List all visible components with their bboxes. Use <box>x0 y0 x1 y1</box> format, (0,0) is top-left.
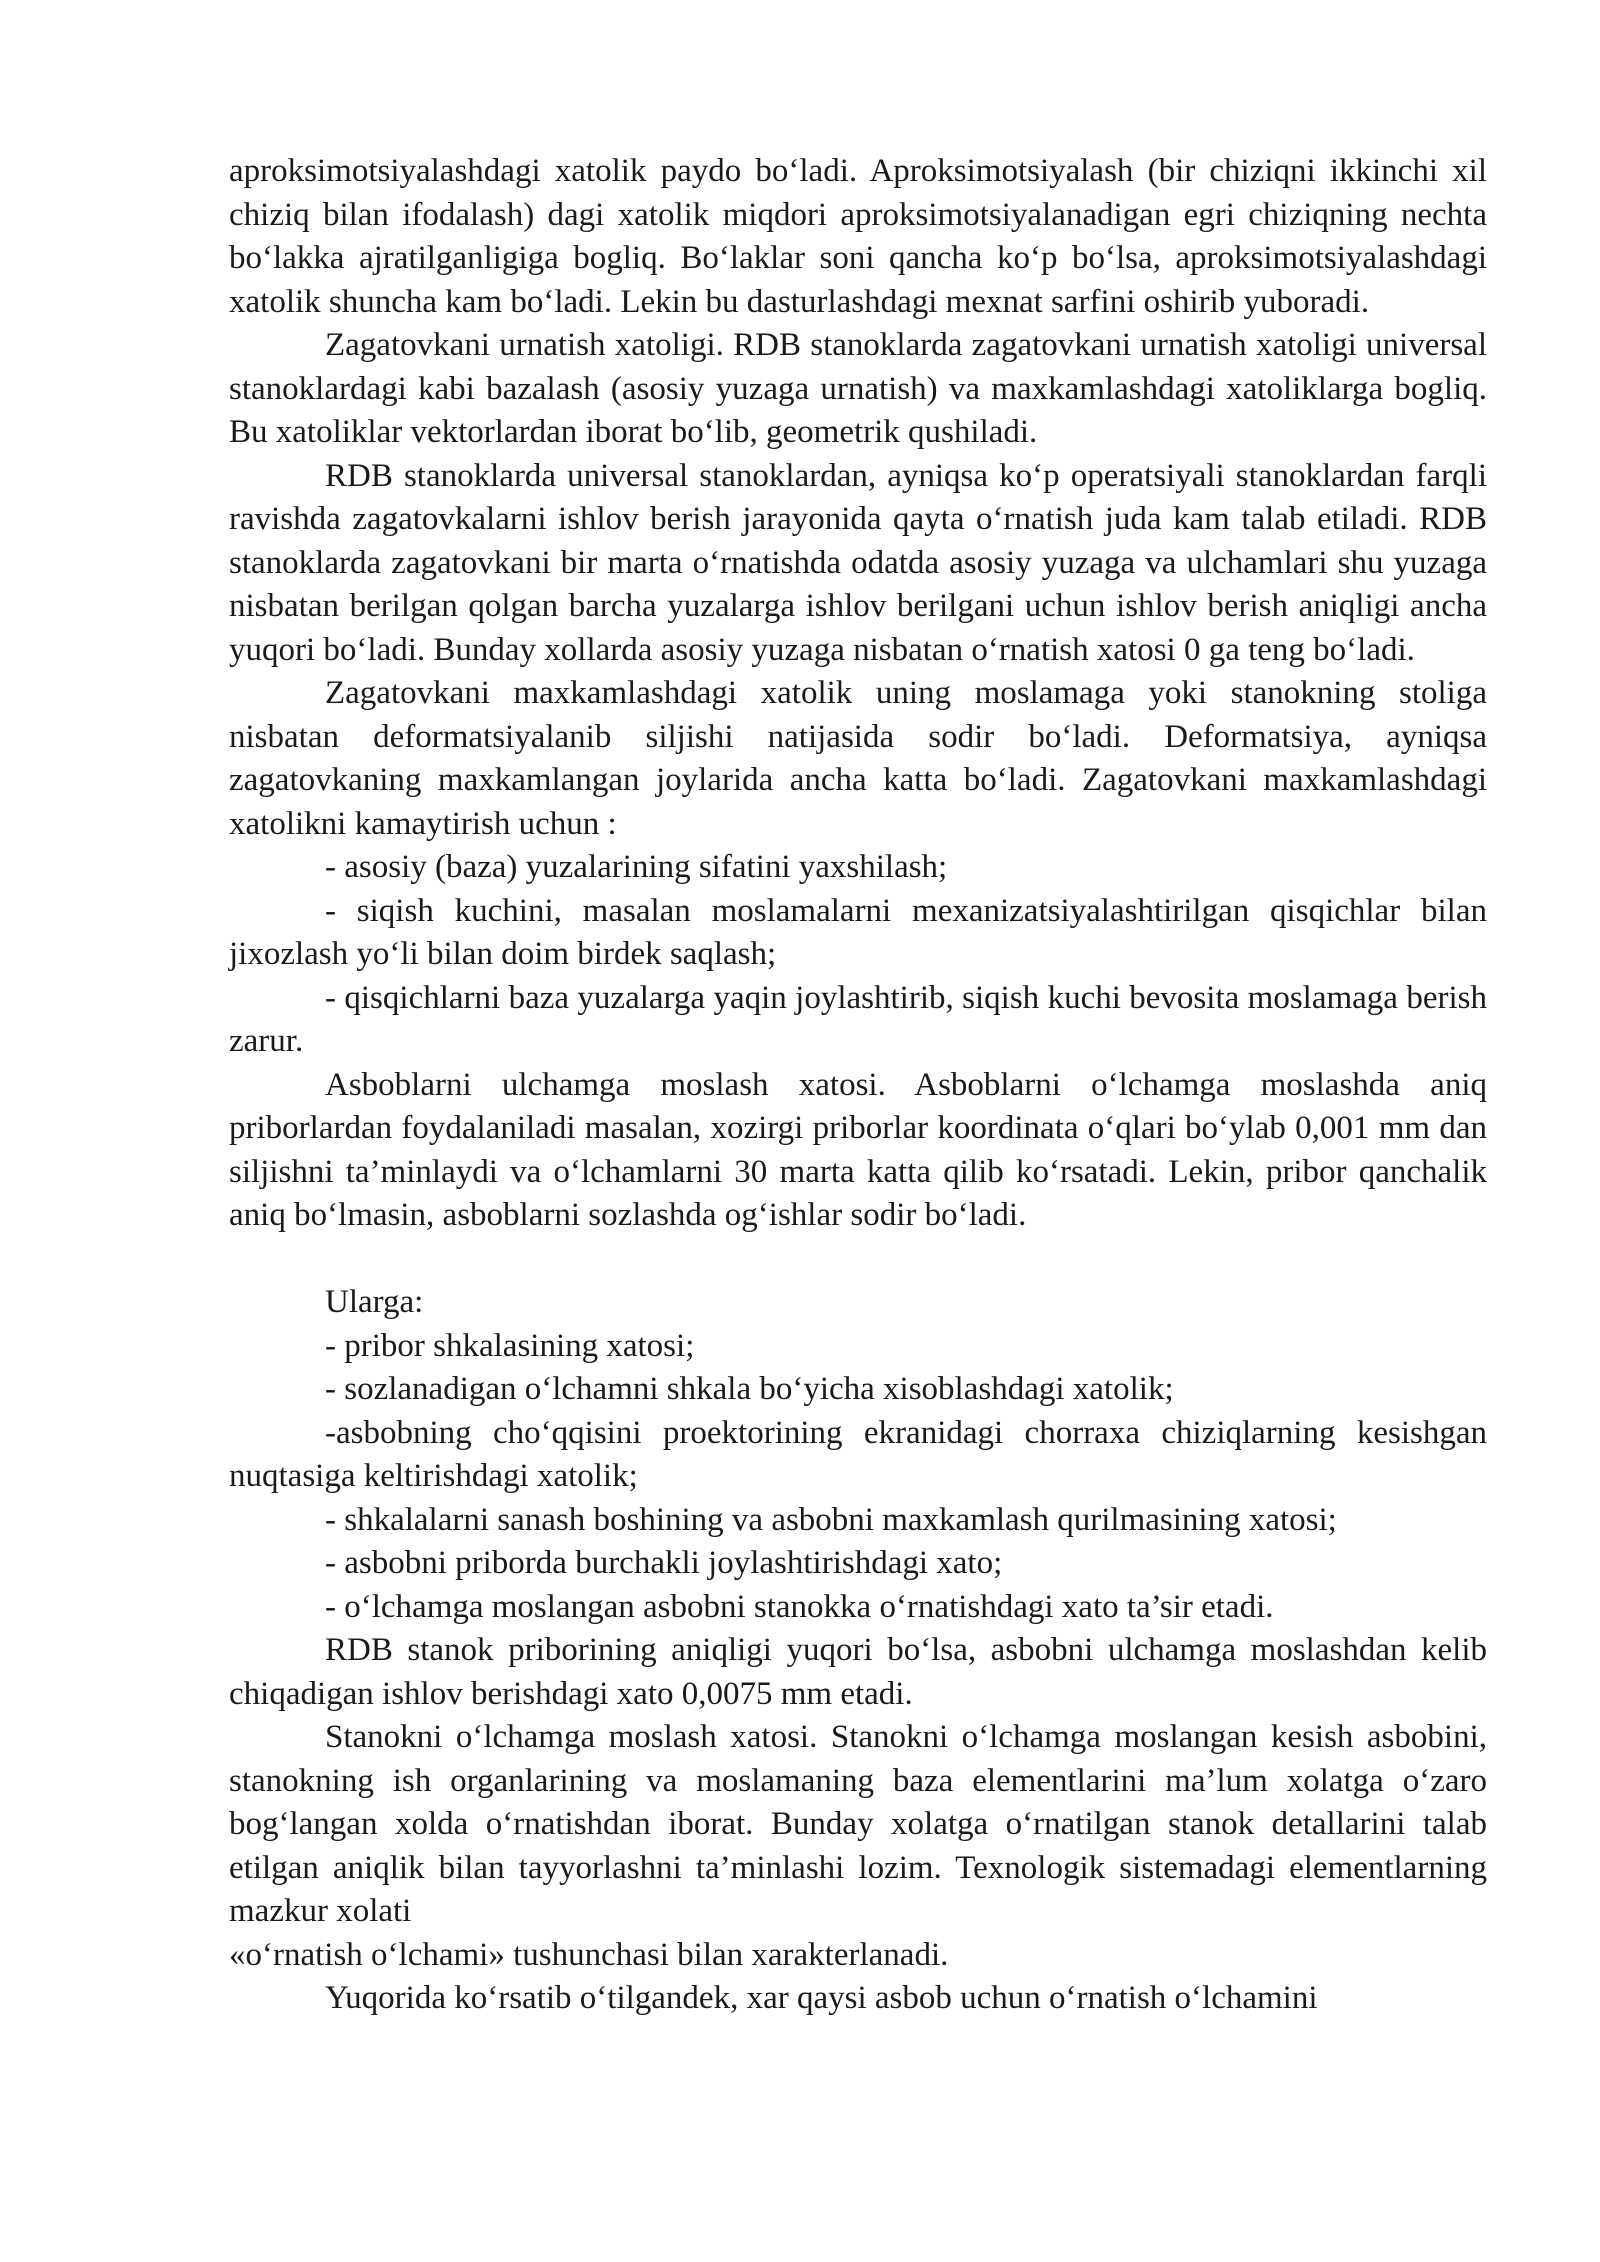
list-item-8: - asbobni priborda burchakli joylashtirishdagi xato; <box>325 1545 1003 1581</box>
paragraph-4: Zagatovkani maxkamlashdagi xatolik uning moslamaga yoki stanokning stoliga nisbatan deformatsiyalanib siljishi natijasida sodir bo‘ladi. Deformatsiya, ayniqsa zagatovkaning maxkamlangan joylarida ancha katta bo‘ladi. Zagatovkani maxkamlashdagi xatolikni kamaytirish uchun : <box>229 675 1487 842</box>
paragraph-6: Ularga: <box>325 1284 424 1320</box>
list-item-4: - pribor shkalasining xatosi; <box>325 1327 695 1364</box>
document-page <box>229 150 1487 2021</box>
paragraph-3: RDB stanoklarda universal stanoklardan, ayniqsa ko‘p operatsiyali stanoklardan farqli ravishda zagatovkalarni ishlov berish jarayonida qayta o‘rnatish juda kam talab etiladi. RDB stanoklarda zagatovkani bir marta o‘rnatishda odatda asosiy yuzaga va ulchamlari shu yuzaga nisbatan berilgan qolgan barcha yuzalarga ishlov berilgani uchun ishlov berish aniqligi ancha yuqori bo‘ladi. Bunday xollarda asosiy yuzaga nisbatan o‘rnatish xatosi 0 ga teng bo‘ladi. <box>229 457 1487 668</box>
paragraph-2: Zagatovkani urnatish xatoligi. RDB stanoklarda zagatovkani urnatish xatoligi universal stanoklardagi kabi bazalash (asosiy yuzaga urnatish) va maxkamlashdagi xatoliklarga bogliq. Bu xatoliklar vektorlardan iborat bo‘lib, geometrik qushiladi. <box>229 327 1487 450</box>
paragraph-7: RDB stanok priborining aniqligi yuqori bo‘lsa, asbobni ulchamga moslashdan kelib chiqadigan ishlov berishdagi xato 0,0075 mm etadi. <box>229 1632 1487 1712</box>
paragraph-1: aproksimotsiyalashdagi xatolik paydo bo‘ladi. Aproksimotsiyalash (bir chiziqni ikkinchi xil chiziq bilan ifodalash) dagi xatolik miqdori aproksimotsiyalanadigan egri chiziqning nechta bo‘lakka ajratilganligiga bogliq. Bo‘laklar soni qancha ko‘p bo‘lsa, aproksimotsiyalashdagi xatolik shuncha kam bo‘ladi. Lekin bu dasturlashdagi mexnat sarfini oshirib yuboradi. <box>229 153 1487 320</box>
blank-line <box>229 1238 1487 1282</box>
list-item-9: - o‘lchamga moslangan asbobni stanokka o‘rnatishdagi xato ta’sir etadi. <box>325 1588 1274 1625</box>
paragraph-8: Stanokni o‘lchamga moslash xatosi. Stanokni o‘lchamga moslangan kesish asbobini, stanokning ish organlarining va moslamaning baza elementlarini ma’lum xolatga o‘zaro bog‘langan xolda o‘rnatishdan iborat. Bunday xolatga o‘rnatilgan stanok detallarini talab etilgan aniqlik bilan tayyorlashni ta’minlashi lozim. Texnologik sistemadagi elementlarning mazkur xolati <box>229 1719 1487 1929</box>
list-item-2: - siqish kuchini, masalan moslamalarni mexanizatsiyalashtirilgan qisqichlar bilan jixozlash yo‘li bilan doim birdek saqlash; <box>229 892 1487 972</box>
paragraph-10: Yuqorida ko‘rsatib o‘tilgandek, xar qaysi asbob uchun o‘rnatish o‘lchamini <box>325 1980 1318 2016</box>
list-item-6: -asbobning cho‘qqisini proektorining ekranidagi chorraxa chiziqlarning kesishgan nuqtasiga keltirishdagi xatolik; <box>229 1414 1487 1494</box>
list-item-7: - shkalalarni sanash boshining va asbobni maxkamlash qurilmasining xatosi; <box>325 1501 1337 1538</box>
paragraph-9: «o‘rnatish o‘lchami» tushunchasi bilan xarakterlanadi. <box>229 1936 949 1973</box>
list-item-1: - asosiy (baza) yuzalarining sifatini yaxshilash; <box>325 849 948 885</box>
list-item-3: - qisqichlarni baza yuzalarga yaqin joylashtirib, siqish kuchi bevosita moslamaga berish zarur. <box>229 979 1487 1059</box>
list-item-5: - sozlanadigan o‘lchamni shkala bo‘yicha xisoblashdagi xatolik; <box>325 1371 1174 1407</box>
paragraph-5: Asboblarni ulchamga moslash xatosi. Asboblarni o‘lchamga moslashda aniq priborlardan foydalaniladi masalan, xozirgi priborlar koordinata o‘qlari bo‘ylab 0,001 mm dan siljishni ta’minlaydi va o‘lchamlarni 30 marta katta qilib ko‘rsatadi. Lekin, pribor qanchalik aniq bo‘lmasin, asboblarni sozlashda og‘ishlar sodir bo‘ladi. <box>229 1066 1487 1233</box>
